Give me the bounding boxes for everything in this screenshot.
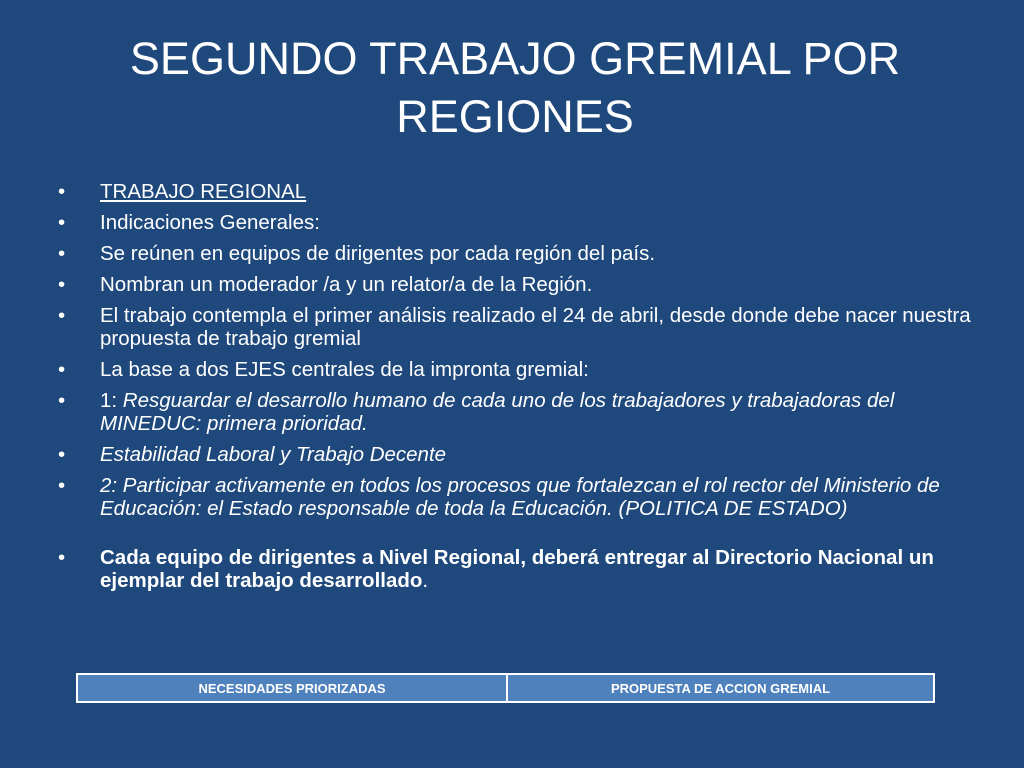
bullet-icon: • <box>58 474 66 497</box>
list-item <box>58 546 978 592</box>
list-item <box>58 273 978 296</box>
item-text: Indicaciones Generales: <box>100 211 320 234</box>
bullet-icon: • <box>58 389 66 412</box>
list-item <box>58 304 978 350</box>
bullet-icon: • <box>58 304 66 327</box>
item-prefix: 1: <box>100 389 123 412</box>
needs-table <box>76 673 935 703</box>
item-text: Estabilidad Laboral y Trabajo Decente <box>100 443 447 466</box>
list-item <box>58 358 978 381</box>
bullet-icon: • <box>58 211 66 234</box>
item-text: La base a dos EJES centrales de la impronta gremial: <box>100 358 589 381</box>
bullet-icon: • <box>58 180 66 203</box>
item-text: Se reúnen en equipos de dirigentes por cada región del país. <box>100 242 656 265</box>
table-header-proposal: PROPUESTA DE ACCION GREMIAL <box>507 674 934 702</box>
list-item <box>58 180 978 203</box>
bullet-icon: • <box>58 443 66 466</box>
item-text: Resguardar el desarrollo humano de cada uno de los trabajadores y trabajadoras del MINEDUC: primera prioridad. <box>100 389 895 435</box>
bullet-icon: • <box>58 546 66 569</box>
bullet-icon: • <box>58 242 66 265</box>
list-item <box>58 211 978 234</box>
item-text: 2: Participar activamente en todos los procesos que fortalezcan el rol rector del Ministerio de Educación: el Estado responsable de toda la Educación. (POLITICA DE ESTADO) <box>100 474 940 520</box>
item-text: Nombran un moderador /a y un relator/a de la Región. <box>100 273 593 296</box>
section-heading: TRABAJO REGIONAL <box>100 180 307 203</box>
list-item <box>58 242 978 265</box>
list-item <box>58 443 978 466</box>
list-item <box>58 389 978 435</box>
table-header-row <box>77 674 934 702</box>
table-header-needs: NECESIDADES PRIORIZADAS <box>77 674 507 702</box>
list-item <box>58 474 978 520</box>
item-text: Cada equipo de dirigentes a Nivel Regional, deberá entregar al Directorio Nacional un ejemplar del trabajo desarrollado <box>100 546 934 592</box>
item-suffix: . <box>422 569 429 592</box>
bullet-icon: • <box>58 273 66 296</box>
slide-title: SEGUNDO TRABAJO GREMIAL POR REGIONES <box>129 33 901 142</box>
item-text: El trabajo contempla el primer análisis realizado el 24 de abril, desde donde debe nacer nuestra propuesta de trabajo gremial <box>100 304 971 350</box>
bullet-list <box>58 180 978 600</box>
bullet-icon: • <box>58 358 66 381</box>
